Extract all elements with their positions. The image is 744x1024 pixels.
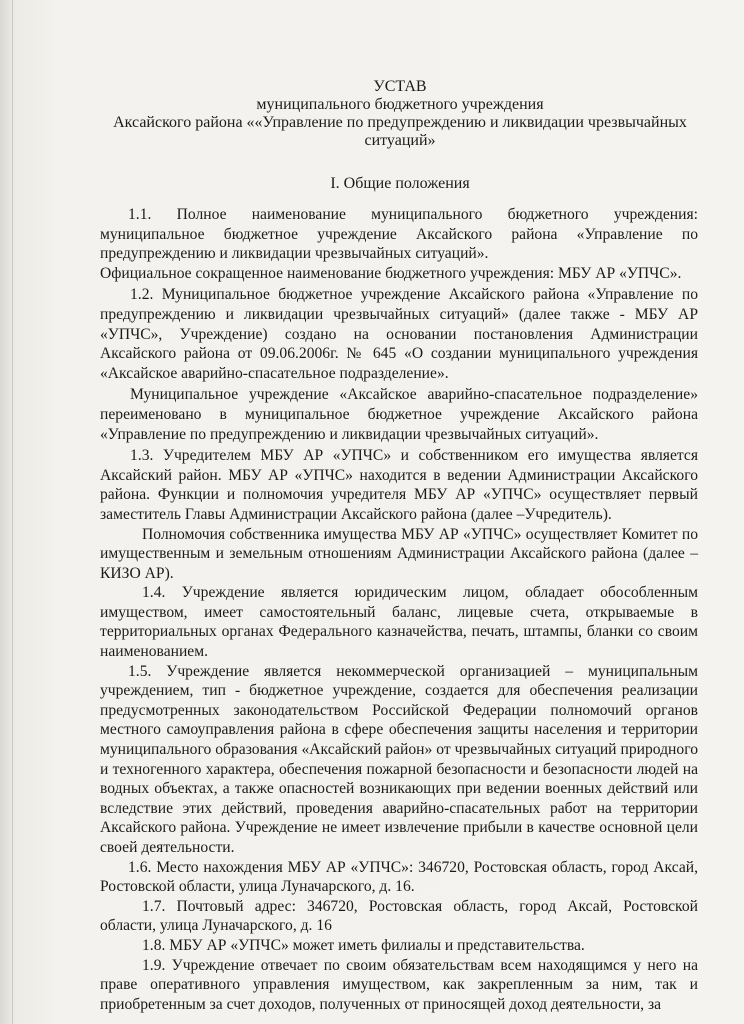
paragraph: 1.6. Место нахождения МБУ АР «УПЧС»: 346720, Ростовская область, город Аксай, Ростовской области, улица Луначарского, д. 16. <box>100 858 698 896</box>
document-subtitle-line-3: ситуаций» <box>364 132 436 149</box>
document-body <box>100 205 698 1014</box>
paragraph: 1.7. Почтовый адрес: 346720, Ростовская область, город Аксай, Ростовской области, улица Луначарского, д. 16 <box>100 897 698 935</box>
document-title-block <box>100 78 700 150</box>
document-subtitle-line-1: муниципального бюджетного учреждения <box>256 96 544 113</box>
paragraph: Полномочия собственника имущества МБУ АР «УПЧС» осуществляет Комитет по имущественным и земельным отношениям Администрации Аксайского района (далее – КИЗО АР). <box>100 525 698 582</box>
page-edge-shadow <box>12 0 13 1024</box>
section-heading: I. Общие положения <box>330 175 470 192</box>
paragraph: 1.1. Полное наименование муниципального бюджетного учреждения: муниципальное бюджетное учреждение Аксайского района «Управление по предупреждению и ликвидации чрезвычайных ситуаций». <box>100 206 698 263</box>
paragraph: 1.5. Учреждение является некоммерческой организацией – муниципальным учреждением, тип - бюджетное учреждение, создается для обеспечения реализации предусмотренных законодательством Российской Федерации полномочий органов местного самоуправления района в сфере обеспечения защиты населения и территории муниципального образования «Аксайский район» от чрезвычайных ситуаций природного и техногенного характера, обеспечения пожарной безопасности и безопасности людей на водных объектах, а также опасностей возникающих при ведении военных действий или вследствие этих действий, проведения аварийно-спасательных работ на территории Аксайского района. Учреждение не имеет извлечение прибыли в качестве основной цели своей деятельности. <box>100 662 698 856</box>
document-subtitle-line-2: Аксайского района ««Управление по предупреждению и ликвидации чрезвычайных <box>113 114 687 131</box>
paragraph: 1.4. Учреждение является юридическим лицом, обладает обособленным имуществом, имеет самостоятельный баланс, лицевые счета, открываемые в территориальных органах Федерального казначейства, печать, штампы, бланки со своим наименованием. <box>100 584 698 661</box>
paragraph: Официальное сокращенное наименование бюджетного учреждения: МБУ АР «УПЧС». <box>100 264 682 282</box>
paragraph: 1.8. МБУ АР «УПЧС» может иметь филиалы и представительства. <box>142 936 585 954</box>
paragraph: 1.2. Муниципальное бюджетное учреждение Аксайского района «Управление по предупреждению и ликвидации чрезвычайных ситуаций» (далее также - МБУ АР «УПЧС», Учреждение) создано на основании постановления Администрации Аксайского района от 09.06.2006г. № 645 «О создании муниципального учреждения «Аксайское аварийно-спасательное подразделение». <box>100 286 698 382</box>
paragraph: 1.9. Учреждение отвечает по своим обязательствам всем находящимся у него на праве оперативного управления имуществом, как закрепленным за ним, так и приобретенным за счет доходов, полученных от приносящей доход деятельности, за <box>100 956 698 1013</box>
document-title: УСТАВ <box>373 78 427 95</box>
paragraph: Муниципальное учреждение «Аксайское аварийно-спасательное подразделение» переименовано в муниципальное бюджетное учреждение Аксайского района «Управление по предупреждению и ликвидации чрезвычайных ситуаций». <box>100 386 698 443</box>
paragraph: 1.3. Учредителем МБУ АР «УПЧС» и собственником его имущества является Аксайский район. МБУ АР «УПЧС» находится в ведении Администрации Аксайского района. Функции и полномочия учредителя МБУ АР «УПЧС» осуществляет первый заместитель Главы Администрации Аксайского района (далее –Учредитель). <box>100 447 698 523</box>
